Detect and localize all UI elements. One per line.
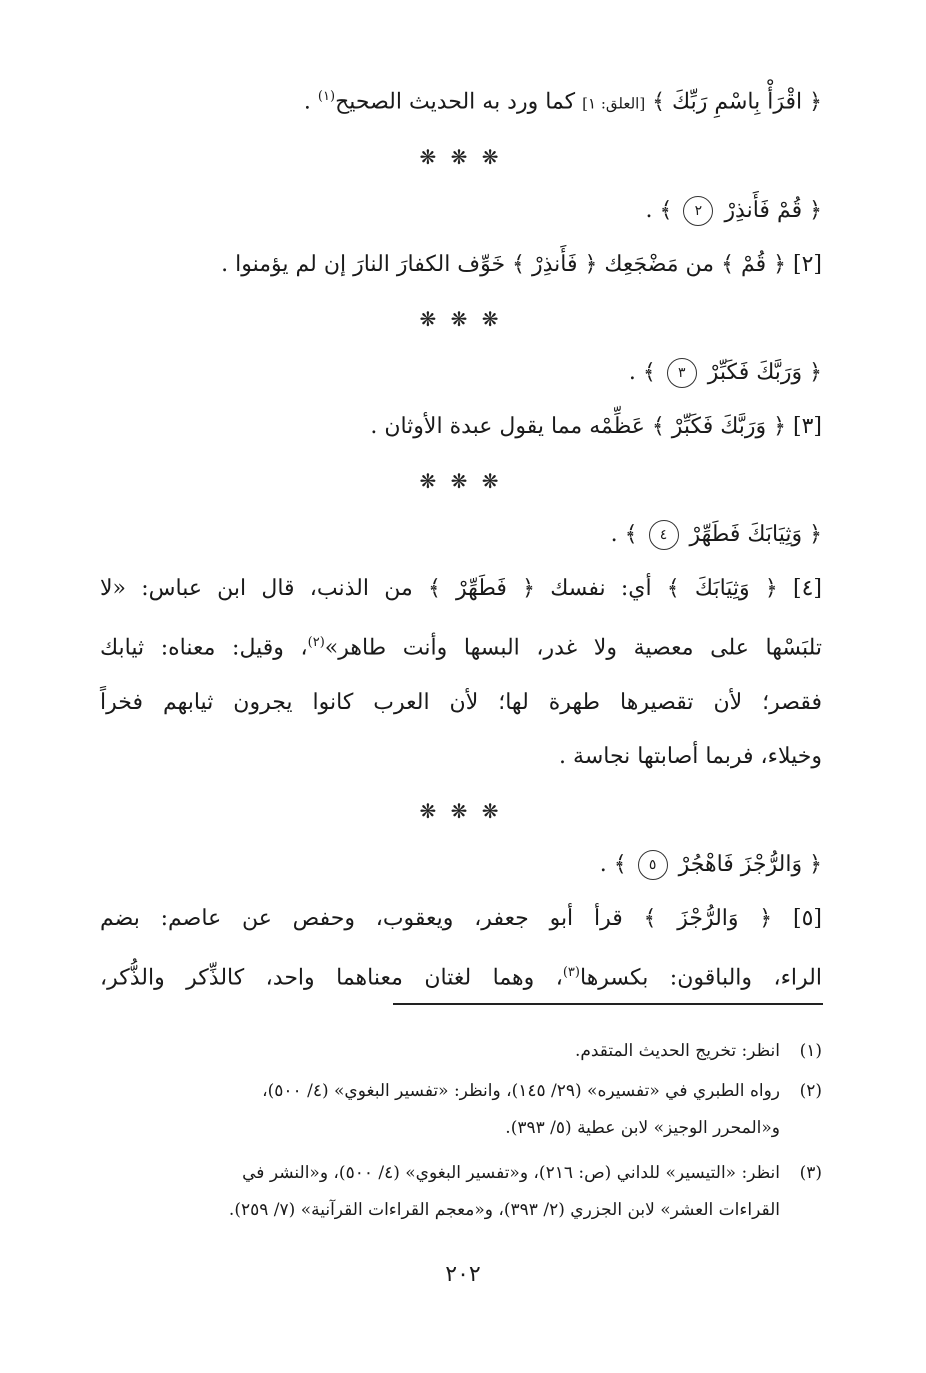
footnote-separator xyxy=(393,1003,823,1005)
intro-line xyxy=(100,70,822,130)
commentary-5-line-2a: الراء، والباقون: بكسرها xyxy=(579,964,822,990)
verse-5-text: ﴿ وَالرُّجْزَ فَاهْجُرْ xyxy=(678,851,822,877)
section-divider: ❋ ❋ ❋ xyxy=(419,469,503,494)
verse-4 xyxy=(100,508,822,562)
footnote-text: انظر: تخريج الحديث المتقدم. xyxy=(574,1041,780,1061)
section-divider: ❋ ❋ ❋ xyxy=(419,307,503,332)
commentary-4-line-2b: ، وقيل: معناه: ثيابك xyxy=(100,635,308,661)
footnote-3 xyxy=(100,1155,822,1229)
verse-2-text: ﴿ قُمْ فَأَنذِرْ xyxy=(724,198,822,224)
footnote-1 xyxy=(100,1033,822,1070)
page-body xyxy=(100,70,822,1005)
surah-reference: [العلق: ١] xyxy=(582,94,646,113)
intro-text: كما ورد به الحديث الصحيح xyxy=(335,89,576,115)
commentary-5-line-2 xyxy=(100,946,822,1005)
verse-5-close: ﴾ . xyxy=(599,851,627,877)
ayah-number-badge: ٤ xyxy=(649,520,679,550)
commentary-3: [٣] ﴿ وَرَبَّكَ فَكَبِّرْ ﴾ عَظِّمْه مما يقول عبدة الأوثان . xyxy=(370,414,822,440)
verse-4-text: ﴿ وَثِيَابَكَ فَطَهِّرْ xyxy=(689,522,822,548)
page-number: ٢٠٢ xyxy=(445,1262,481,1287)
footnote-number: (٢) xyxy=(799,1081,822,1101)
intro-end: . xyxy=(303,89,311,115)
commentary-4-line-4: وخيلاء، فربما أصابتها نجاسة . xyxy=(559,743,822,769)
commentary-4-line-3: فقصر؛ لأن تقصيرها طهرة لها؛ لأن العرب كانوا يجرون ثيابهم فخراً xyxy=(100,689,822,715)
commentary-5-line-2b: ، وهما لغتان معناهما واحد، كالذِّكر والذُّكر، xyxy=(100,964,563,990)
ayah-number-badge: ٣ xyxy=(667,358,697,388)
footnote-text: انظر: «التيسير» للداني (ص: ٢١٦)، و«تفسير البغوي» (٤/ ٥٠٠)، و«النشر في xyxy=(242,1163,780,1183)
footnote-ref-1: (١) xyxy=(317,89,336,104)
section-divider: ❋ ❋ ❋ xyxy=(419,145,503,170)
footnote-number: (٣) xyxy=(799,1163,822,1183)
verse-3-close: ﴾ . xyxy=(628,360,656,386)
verse-2 xyxy=(100,184,822,238)
quran-quote: ﴿ اقْرَأْ بِاسْمِ رَبِّكَ ﴾ xyxy=(652,89,822,115)
ayah-number-badge: ٥ xyxy=(638,850,668,880)
commentary-4-line-2 xyxy=(100,616,822,675)
footnote-number: (١) xyxy=(799,1041,822,1061)
verse-3 xyxy=(100,346,822,400)
commentary-4-line-2a: تلبَسْها على معصية ولا غدر، البسها وأنت طاهر» xyxy=(324,635,822,661)
footnote-text-cont: القراءات العشر» لابن الجزري (٢/ ٣٩٣)، و«معجم القراءات القرآنية» (٧/ ٢٥٩). xyxy=(228,1200,780,1220)
footnote-text-cont: و«المحرر الوجيز» لابن عطية (٥/ ٣٩٣). xyxy=(505,1118,780,1138)
verse-3-text: ﴿ وَرَبَّكَ فَكَبِّرْ xyxy=(707,360,822,386)
commentary-2: [٢] ﴿ قُمْ ﴾ من مَضْجَعِك ﴿ فَأَنذِرْ ﴾ خَوِّف الكفارَ النارَ إن لم يؤمنوا . xyxy=(221,252,822,278)
verse-2-close: ﴾ . xyxy=(645,198,673,224)
footnote-2 xyxy=(100,1073,822,1147)
commentary-5-line-1: [٥] ﴿ وَالرُّجْزَ ﴾ قرأ أبو جعفر، ويعقوب، وحفص عن عاصم: بضم xyxy=(100,905,822,931)
section-divider: ❋ ❋ ❋ xyxy=(419,798,503,823)
footnote-ref-3: (٣) xyxy=(562,964,580,980)
commentary-4-line-1: [٤] ﴿ وَثِيَابَكَ ﴾ أي: نفسك ﴿ فَطَهِّرْ ﴾ من الذنب، قال ابن عباس: «لا xyxy=(100,576,822,602)
verse-5 xyxy=(100,838,822,892)
ayah-number-badge: ٢ xyxy=(683,196,713,226)
verse-4-close: ﴾ . xyxy=(610,522,638,548)
footnote-ref-2: (٢) xyxy=(307,635,325,651)
footnote-text: رواه الطبري في «تفسيره» (٢٩/ ١٤٥)، وانظر: «تفسير البغوي» (٤/ ٥٠٠)، xyxy=(262,1081,780,1101)
